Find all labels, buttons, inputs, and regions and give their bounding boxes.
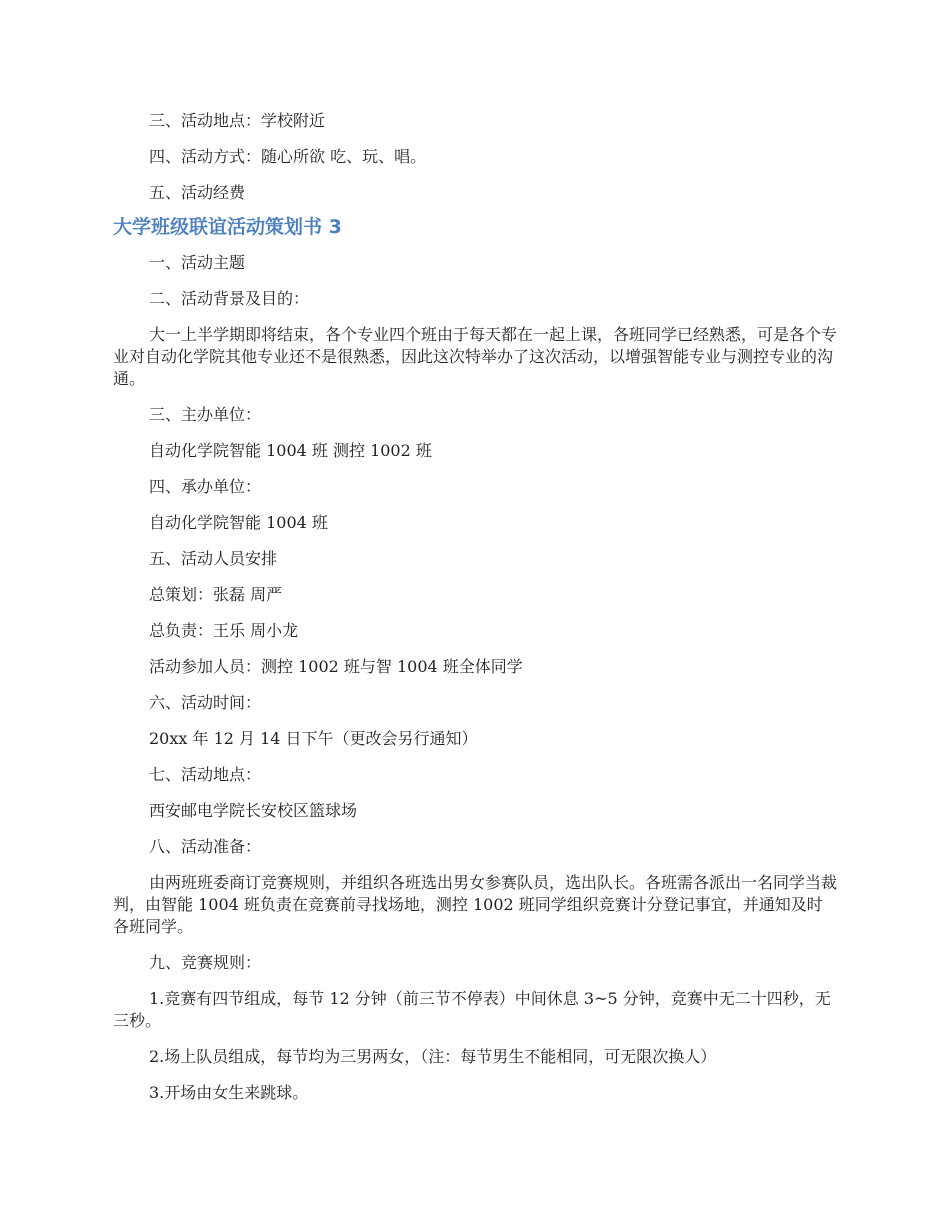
paragraph: 2.场上队员组成，每节均为三男两女，（注：每节男生不能相同，可无限次换人） xyxy=(149,1047,717,1066)
paragraph: 1.竞赛有四节组成，每节 12 分钟（前三节不停表）中间休息 3~5 分钟，竞赛中无二十四秒，无三秒。 xyxy=(113,989,831,1030)
paragraph: 由两班班委商订竞赛规则，并组织各班选出男女参赛队员，选出队长。各班需各派出一名同学当裁判，由智能 1004 班负责在竞赛前寻找场地，测控 1002 班同学组织竞赛计分登记事宜，并通知及时各班同学。 xyxy=(113,873,838,936)
paragraph: 五、活动经费 xyxy=(149,183,246,202)
paragraph: 总负责：王乐 周小龙 xyxy=(149,621,299,640)
paragraph: 二、活动背景及目的： xyxy=(149,289,310,308)
paragraph: 七、活动地点： xyxy=(149,765,262,784)
paragraph: 3.开场由女生来跳球。 xyxy=(149,1083,309,1102)
paragraph: 大一上半学期即将结束，各个专业四个班由于每天都在一起上课，各班同学已经熟悉，可是各个专业对自动化学院其他专业还不是很熟悉，因此这次特举办了这次活动，以增强智能专业与测控专业的沟通。 xyxy=(113,325,838,388)
document-body xyxy=(113,110,837,1118)
paragraph: 八、活动准备： xyxy=(149,837,262,856)
paragraph: 三、主办单位： xyxy=(149,405,262,424)
section-heading: 大学班级联谊活动策划书 3 xyxy=(113,216,342,238)
paragraph: 九、竞赛规则： xyxy=(149,953,262,972)
paragraph: 自动化学院智能 1004 班 xyxy=(149,513,328,532)
paragraph: 20xx 年 12 月 14 日下午（更改会另行通知） xyxy=(149,729,478,748)
paragraph: 五、活动人员安排 xyxy=(149,549,278,568)
paragraph: 四、活动方式：随心所欲 吃、玩、唱。 xyxy=(149,147,427,166)
paragraph: 三、活动地点：学校附近 xyxy=(149,111,326,130)
paragraph: 一、活动主题 xyxy=(149,253,246,272)
paragraph: 活动参加人员：测控 1002 班与智 1004 班全体同学 xyxy=(149,657,523,676)
paragraph: 总策划：张磊 周严 xyxy=(149,585,283,604)
paragraph: 自动化学院智能 1004 班 测控 1002 班 xyxy=(149,441,432,460)
paragraph: 四、承办单位： xyxy=(149,477,262,496)
paragraph: 六、活动时间： xyxy=(149,693,262,712)
paragraph: 西安邮电学院长安校区篮球场 xyxy=(149,801,358,820)
